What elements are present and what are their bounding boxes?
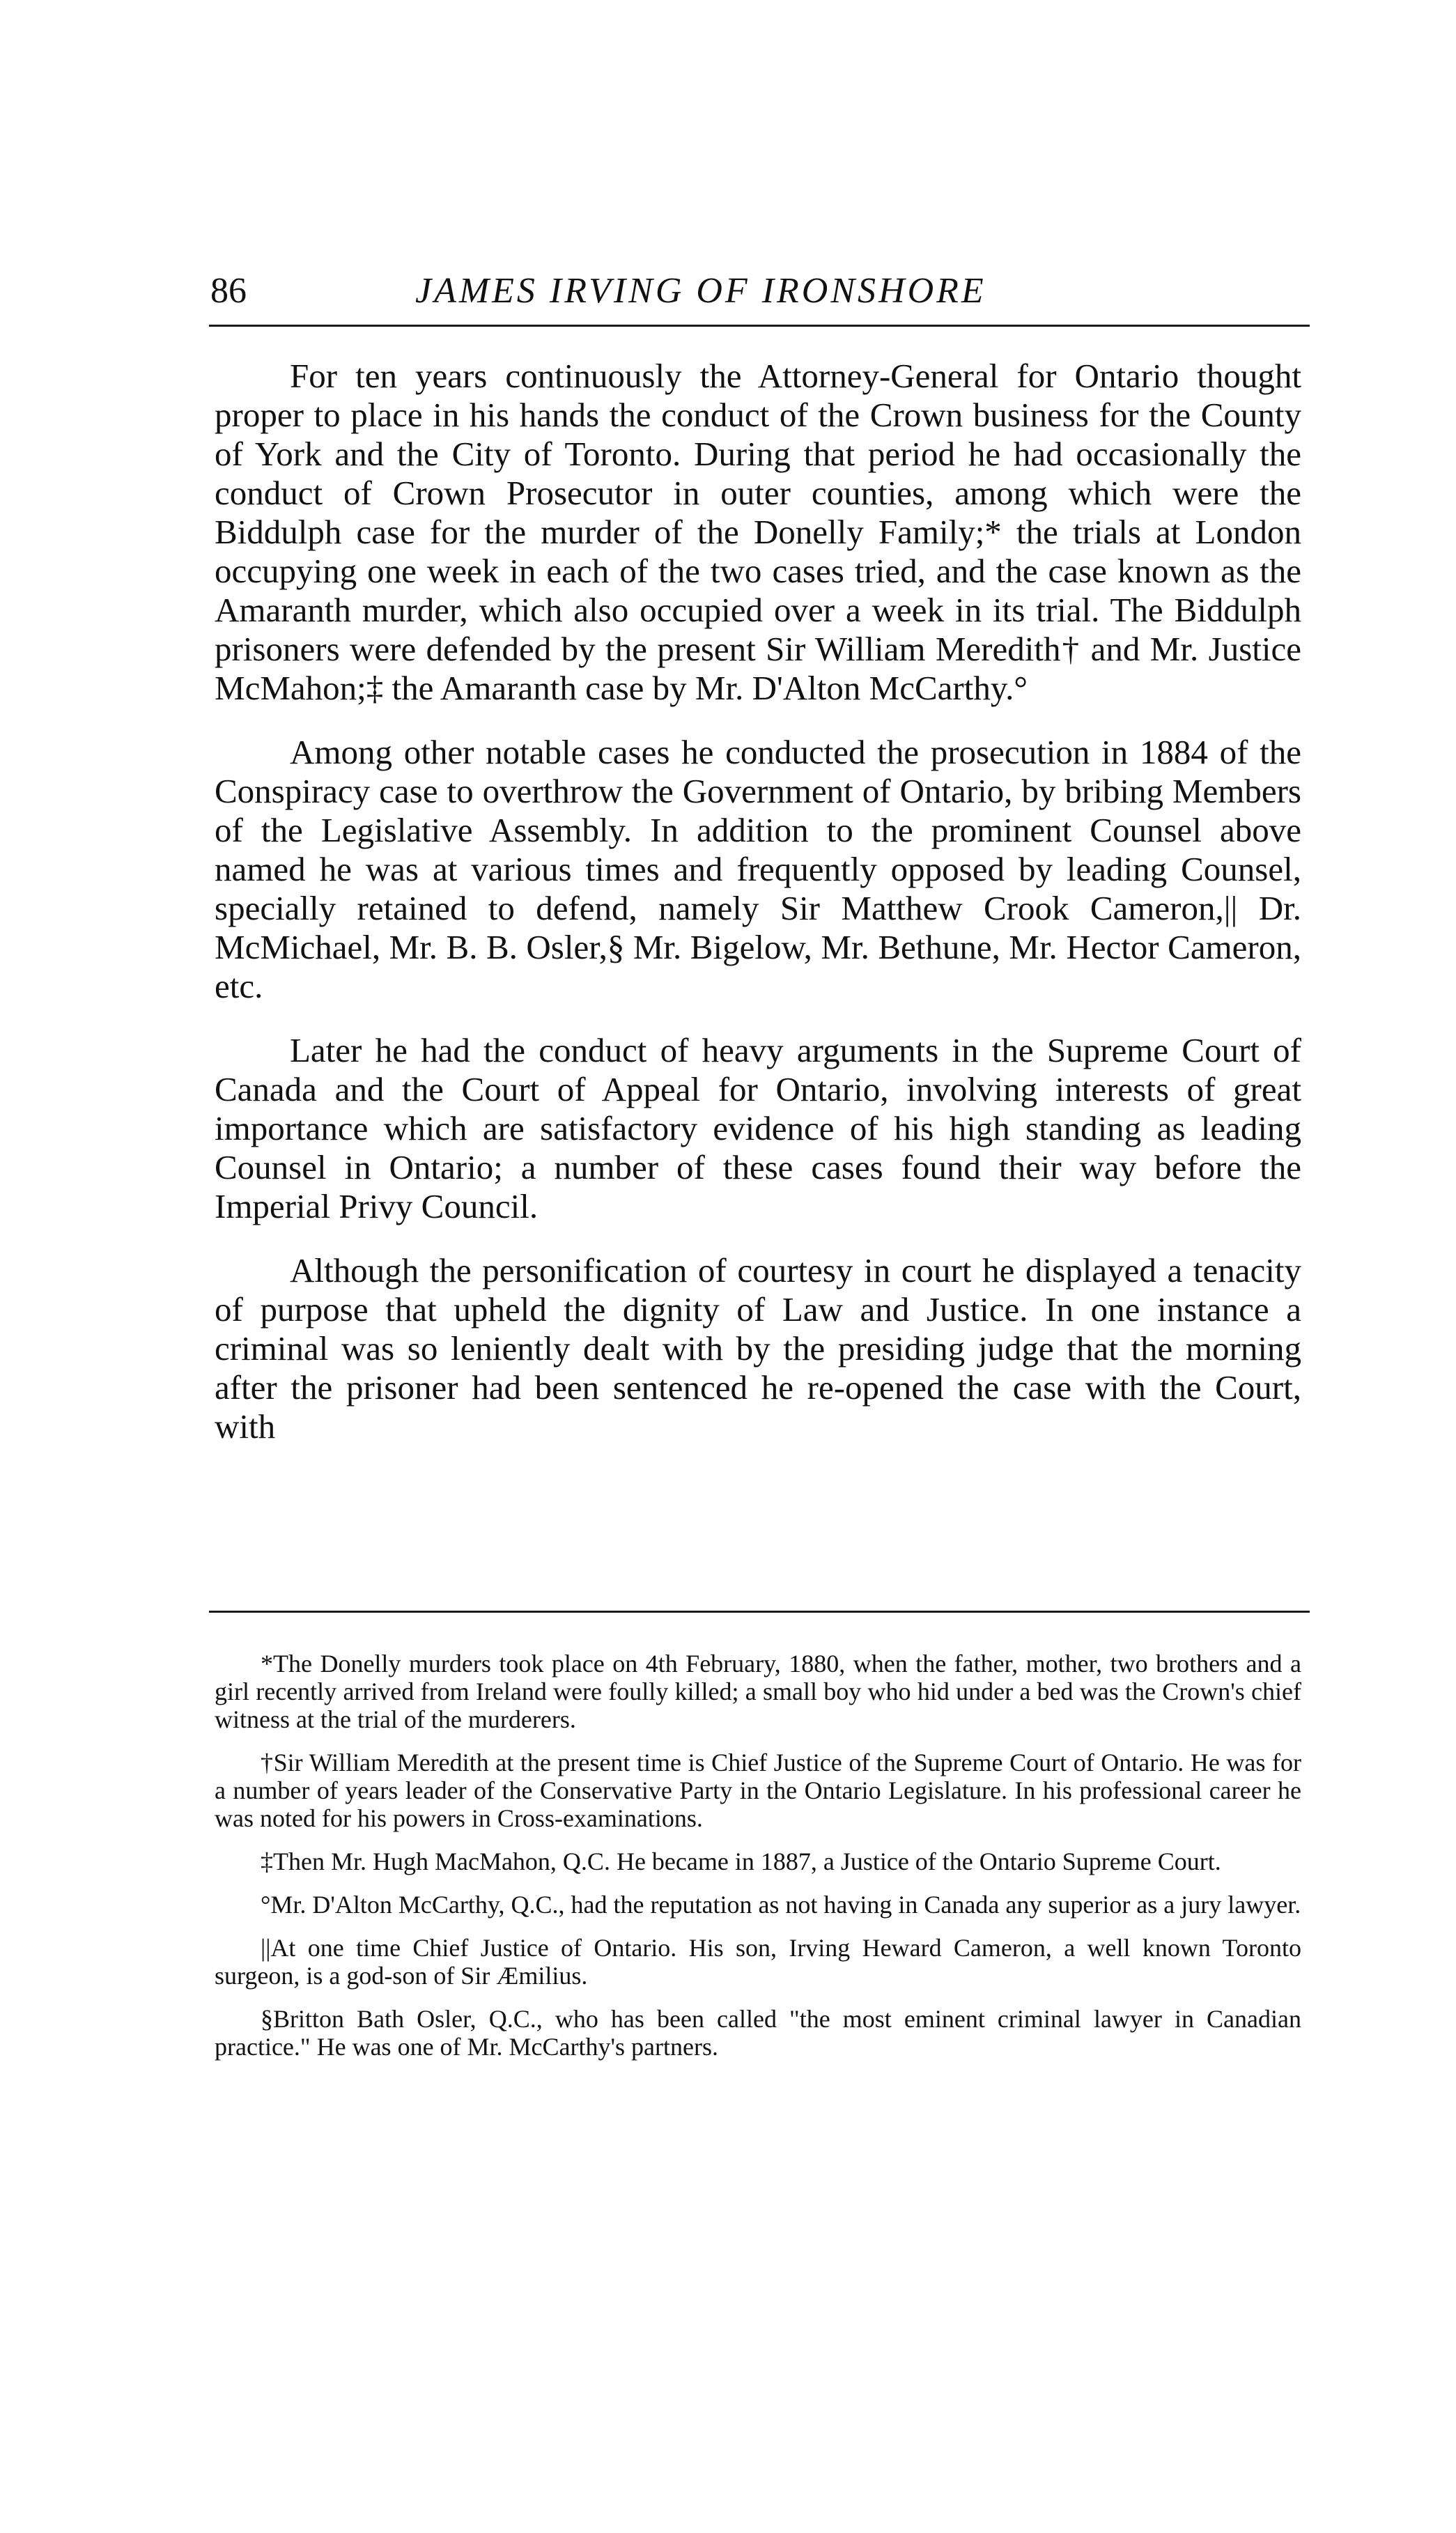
paragraph: Although the personification of courtesy in court he displayed a tenacity of purpose that upheld the dignity of Law and Justice. In one instance a criminal was so leniently dealt with by the presiding judge that the morning after the prisoner had been sentenced he re-opened the case with the Court, with — [215, 1251, 1301, 1446]
footnote: *The Donelly murders took place on 4th February, 1880, when the father, mother, two brothers and a girl recently arrived from Ireland were foully killed; a small boy who hid under a bed was the Crown's chief witness at the trial of the murderers. — [215, 1650, 1301, 1733]
paragraph: Among other notable cases he conducted the prosecution in 1884 of the Conspiracy case to overthrow the Government of Ontario, by bribing Members of the Legislative Assembly. In addition to the prominent Counsel above named he was at various times and frequently opposed by leading Counsel, specially retained to defend, namely Sir Matthew Crook Cameron,|| Dr. McMichael, Mr. B. B. Osler,§ Mr. Bigelow, Mr. Bethune, Mr. Hector Cameron, etc. — [215, 733, 1301, 1005]
paragraph: Later he had the conduct of heavy arguments in the Supreme Court of Canada and the Court of Appeal for Ontario, involving interests of great importance which are satisfactory evidence of his high standing as leading Counsel in Ontario; a number of these cases found their way before the Imperial Privy Council. — [215, 1031, 1301, 1225]
footnote: †Sir William Meredith at the present time is Chief Justice of the Supreme Court of Ontario. He was for a number of years leader of the Conservative Party in the Ontario Legislature. In his professional career he was noted for his powers in Cross-examinations. — [215, 1749, 1301, 1832]
footnotes — [215, 1650, 1301, 2076]
footnote: §Britton Bath Osler, Q.C., who has been called "the most eminent criminal lawyer in Canadian practice." He was one of Mr. McCarthy's partners. — [215, 2005, 1301, 2061]
footnote-rule — [209, 1611, 1310, 1613]
footnote: °Mr. D'Alton McCarthy, Q.C., had the reputation as not having in Canada any superior as a jury lawyer. — [261, 1891, 1301, 1919]
running-head: JAMES IRVING OF IRONSHORE — [415, 271, 986, 311]
header-rule — [209, 325, 1310, 327]
footnote: ||At one time Chief Justice of Ontario. His son, Irving Heward Cameron, a well known Toronto surgeon, is a god-son of Sir Æmilius. — [215, 1934, 1301, 1990]
footnote: ‡Then Mr. Hugh MacMahon, Q.C. He became in 1887, a Justice of the Ontario Supreme Court. — [261, 1848, 1221, 1875]
body-text — [215, 357, 1301, 1471]
page-number: 86 — [210, 271, 247, 311]
paragraph: For ten years continuously the Attorney-General for Ontario thought proper to place in his hands the conduct of the Crown business for the County of York and the City of Toronto. During that period he had occasionally the conduct of Crown Prosecutor in outer counties, among which were the Biddulph case for the murder of the Donelly Family;* the trials at London occupying one week in each of the two cases tried, and the case known as the Amaranth murder, which also occupied over a week in its trial. The Biddulph prisoners were defended by the present Sir William Meredith† and Mr. Justice McMahon;‡ the Amaranth case by Mr. D'Alton McCarthy.° — [215, 357, 1301, 707]
